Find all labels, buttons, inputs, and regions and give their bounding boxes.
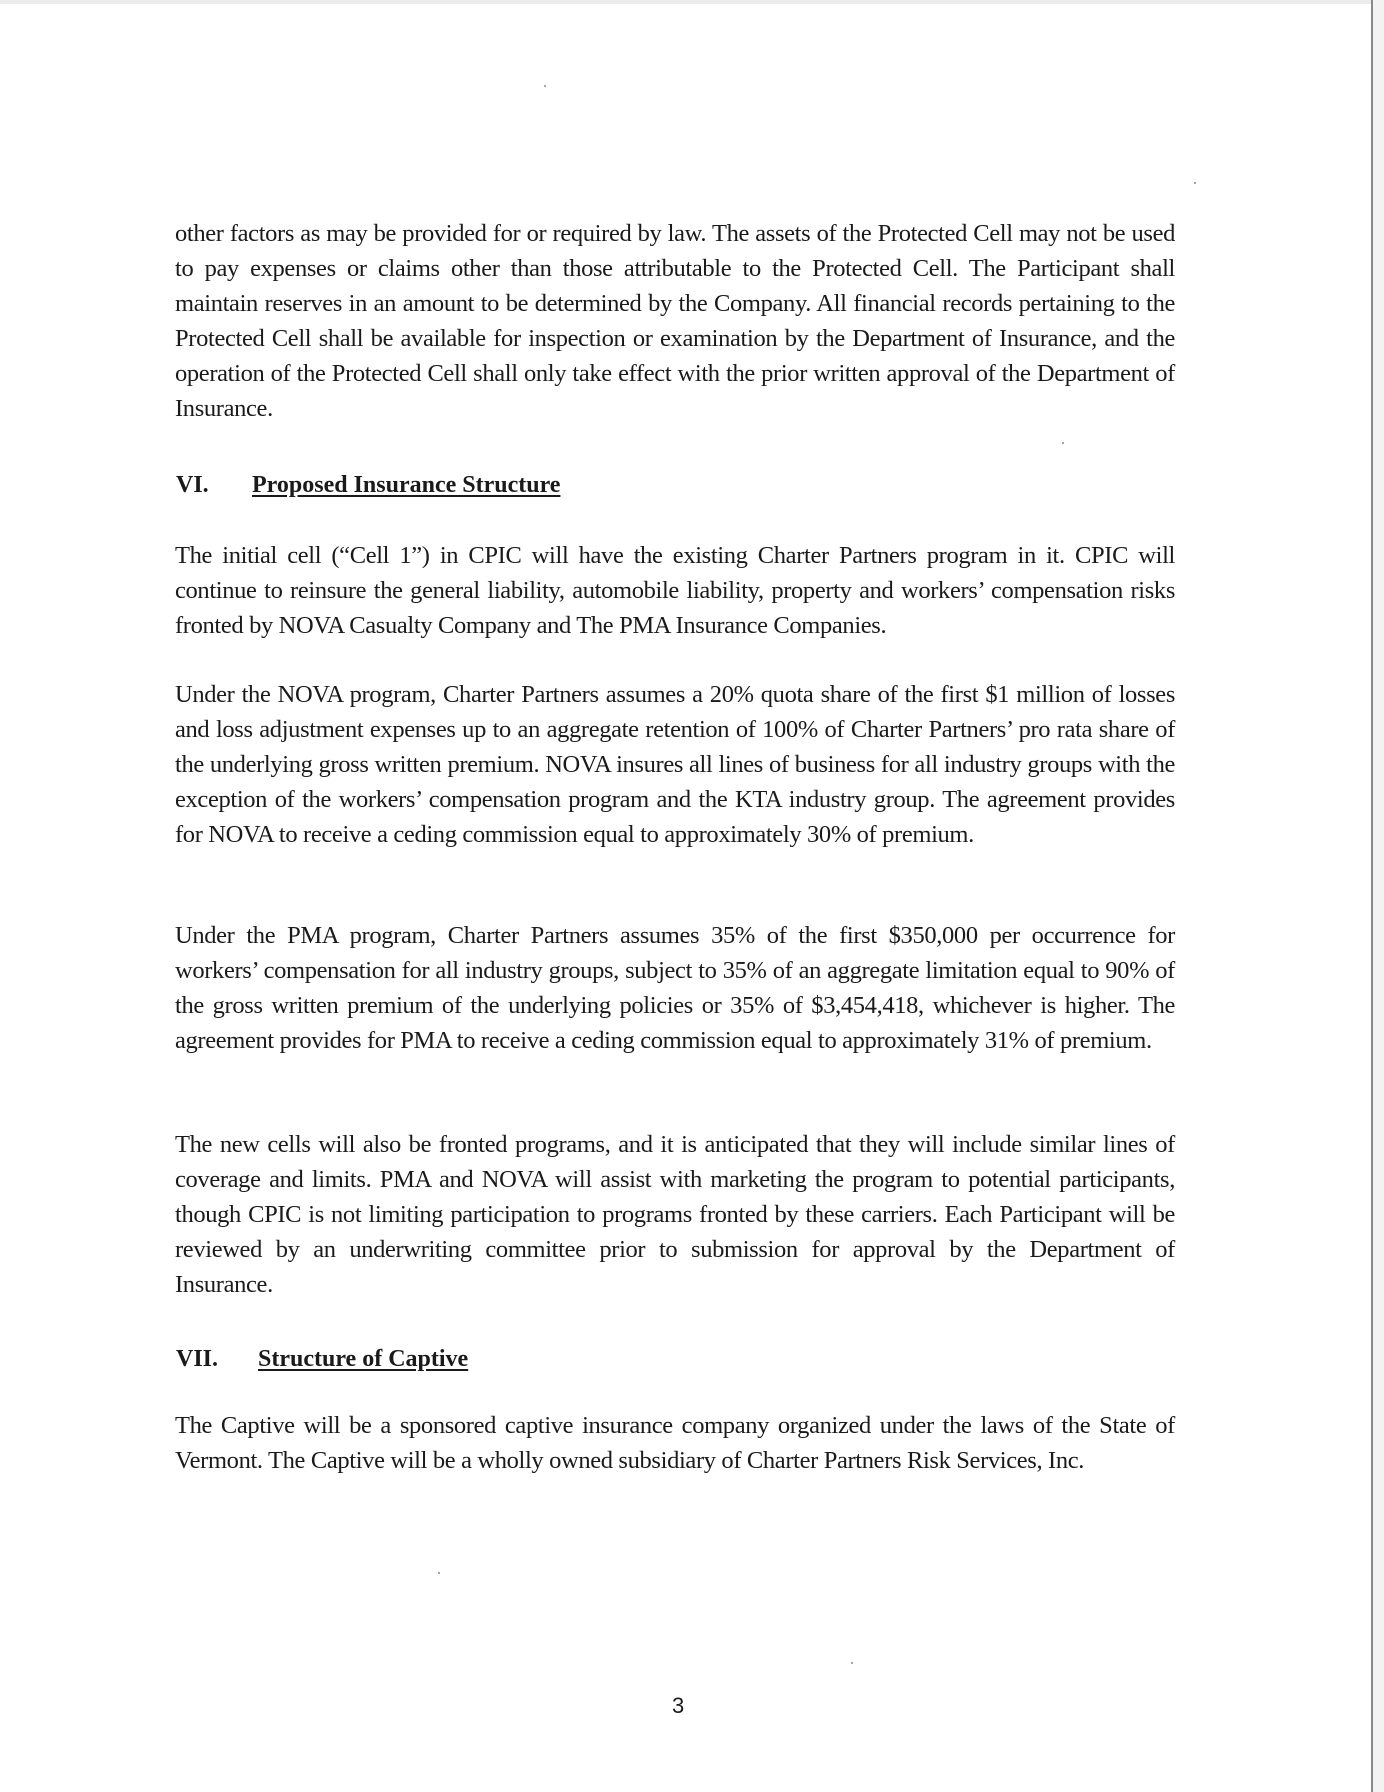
section-title: Structure of Captive xyxy=(258,1346,469,1372)
scan-speck xyxy=(851,1662,853,1664)
paragraph-new-cells: The new cells will also be fronted programs, and it is anticipated that they will include similar lines of coverage and limits. PMA and NOVA will assist with marketing the program to potential participants, though CPIC is not limiting participation to programs fronted by these carriers. Each Participant will be reviewed by an underwriting committee prior to submission for approval by the Department of Insurance. xyxy=(175,1131,1175,1298)
page-number: 3 xyxy=(672,1693,685,1718)
paragraph-captive-structure: The Captive will be a sponsored captive insurance company organized under the laws of the State of Vermont. The Captive will be a wholly owned subsidiary of Charter Partners Risk Services, Inc. xyxy=(175,1412,1175,1474)
scan-page-edge xyxy=(1371,0,1373,1792)
paragraph-initial-cell: The initial cell (“Cell 1”) in CPIC will have the existing Charter Partners program in it. CPIC will continue to reinsure the general liability, automobile liability, property and workers’ compensation risks fronted by NOVA Casualty Company and The PMA Insurance Companies. xyxy=(175,542,1175,639)
section-title: Proposed Insurance Structure xyxy=(252,472,561,498)
scan-right-margin xyxy=(1373,0,1384,1792)
scan-speck xyxy=(1194,182,1196,184)
section-number: VII. xyxy=(176,1346,219,1372)
paragraph-nova-program: Under the NOVA program, Charter Partners assumes a 20% quota share of the first $1 million of losses and loss adjustment expenses up to an aggregate retention of 100% of Charter Partners’ pro rata share of the underlying gross written premium. NOVA insures all lines of business for all industry groups with the exception of the workers’ compensation program and the KTA industry group. The agreement provides for NOVA to receive a ceding commission equal to approximately 30% of premium. xyxy=(175,681,1175,848)
scan-speck xyxy=(544,85,546,87)
scan-speck xyxy=(438,1572,440,1574)
section-number: VI. xyxy=(176,472,209,498)
paragraph-protected-cell-assets: other factors as may be provided for or required by law. The assets of the Protected Cell may not be used to pay expenses or claims other than those attributable to the Protected Cell. The Participant shall maintain reserves in an amount to be determined by the Company. All financial records pertaining to the Protected Cell shall be available for inspection or examination by the Department of Insurance, and the operation of the Protected Cell shall only take effect with the prior written approval of the Department of Insurance. xyxy=(175,220,1175,422)
section-heading-vii xyxy=(176,1344,469,1374)
scan-speck xyxy=(1062,442,1064,444)
paragraph-pma-program: Under the PMA program, Charter Partners assumes 35% of the first $350,000 per occurrence for workers’ compensation for all industry groups, subject to 35% of an aggregate limitation equal to 90% of the gross written premium of the underlying policies or 35% of $3,454,418, whichever is higher. The agreement provides for PMA to receive a ceding commission equal to approximately 31% of premium. xyxy=(175,922,1175,1054)
section-heading-vi xyxy=(176,470,561,500)
